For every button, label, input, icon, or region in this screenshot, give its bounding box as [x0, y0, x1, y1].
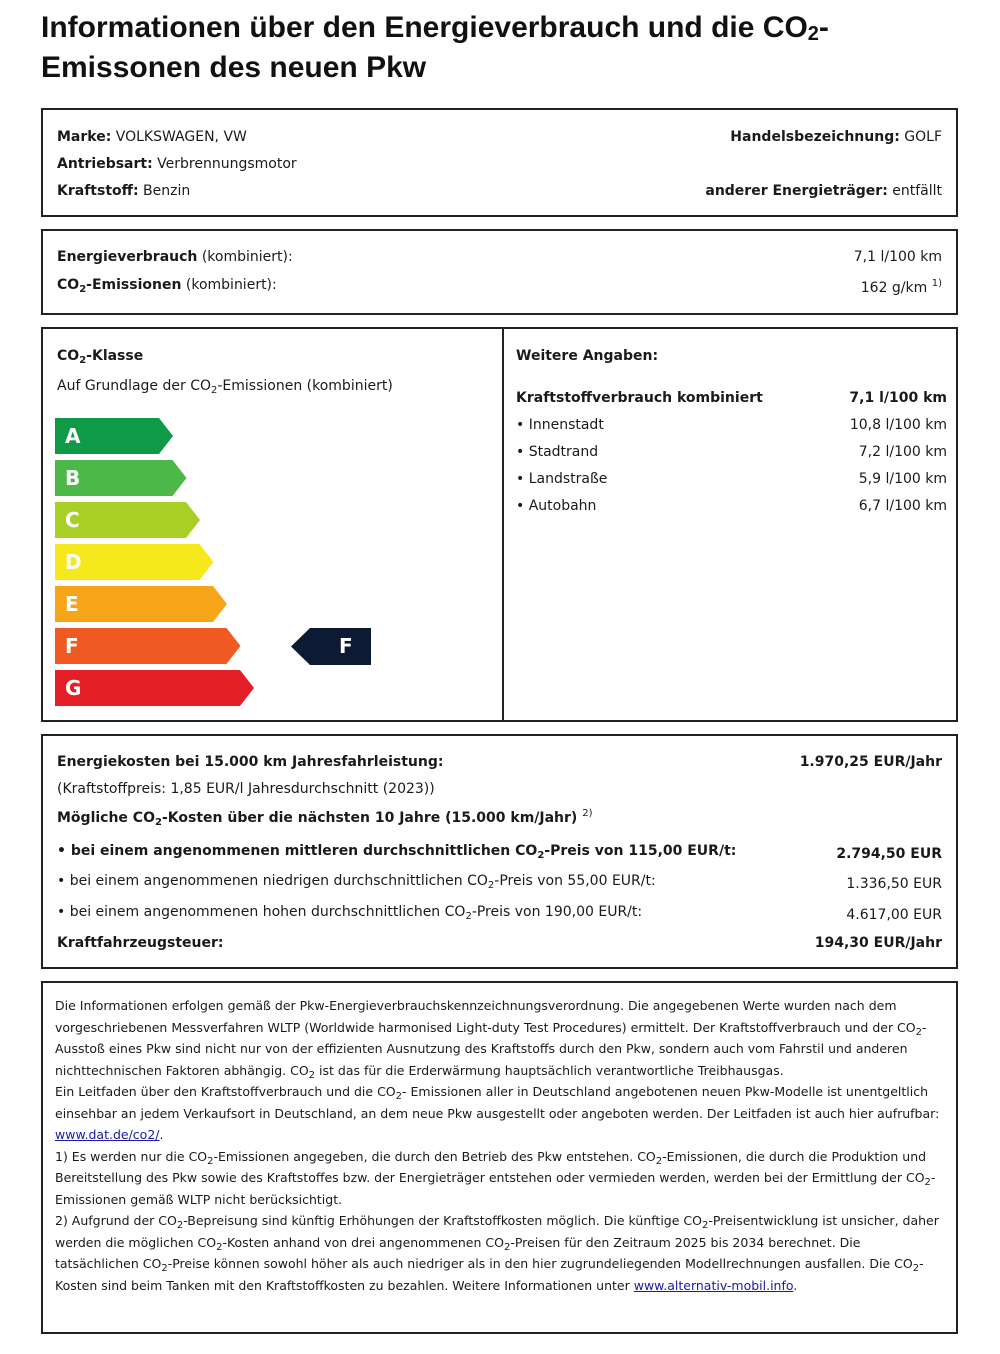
co2-class-bar-a — [55, 418, 173, 454]
co2-cost-high-row: • bei einem angenommenen hohen durchschnittlichen $CO_2$-Preis von 190,00 EUR/t: 4.617,00 EUR — [57, 904, 942, 923]
class-arrow-shape — [55, 670, 254, 706]
co2-costs-heading: Mögliche $CO_2$-Kosten über die nächsten 10 Jahre (15.000 km/Jahr) $^{2)}$ — [57, 808, 593, 828]
legal-notes — [55, 995, 946, 1296]
drive-row: Antriebsart: Verbrennungsmotor — [57, 156, 297, 172]
co2-class-box — [41, 327, 958, 722]
indicator-arrow-icon — [291, 628, 371, 665]
other-energy: anderer Energieträger: entfällt — [705, 183, 942, 199]
energy-consumption-row: Energieverbrauch (kombiniert): 7,1 l/100 km — [57, 249, 942, 265]
fuel-price-note: (Kraftstoffpreis: 1,85 EUR/l Jahresdurchschnitt (2023)) — [57, 781, 435, 797]
consumption-box — [41, 229, 958, 315]
combined-consumption-row: Kraftstoffverbrauch kombiniert 7,1 l/100 km — [516, 390, 947, 406]
page-title: Informationen über den Energieverbrauch und die $CO_2-$ Emissonen des neuen Pkw — [41, 11, 829, 84]
current-class-indicator — [291, 628, 371, 665]
co2-class-heading: $CO_2$-Klasse — [57, 348, 144, 366]
note-paragraph: Ein Leitfaden über den Kraftstoffverbrauch und die $CO_2-$ Emissionen aller in Deutschland angebotenen neuen Pkw-Modelle ist unentgeltlich einsehbar an jedem Verkaufsort in Deutschland, an dem neue Pkw ausgestellt oder angeboten werden. Der Leitfaden ist auch hier aufrufbar: www.dat.de/co2/. — [55, 1084, 940, 1142]
class-arrow-shape — [55, 628, 241, 664]
class-letter: A — [65, 424, 81, 448]
co2-class-bar-f — [55, 628, 241, 664]
costs-box — [41, 734, 958, 969]
co2-cost-mid-row: • bei einem angenommenen mittleren durchschnittlichen $CO_2$-Preis von 115,00 EUR/t: 2.794,50 EUR — [57, 843, 942, 862]
vehicle-tax-value: 194,30 EUR/Jahr — [814, 935, 942, 951]
details-item: • Autobahn 6,7 l/100 km — [516, 498, 947, 514]
details-item: • Stadtrand 7,2 l/100 km — [516, 444, 947, 460]
co2-class-bar-d — [55, 544, 214, 580]
co2-cost-high-value: 4.617,00 EUR — [846, 907, 942, 923]
class-letter: D — [65, 550, 82, 574]
details-item: • Landstraße 5,9 l/100 km — [516, 471, 947, 487]
energy-costs-value: 1.970,25 EUR/Jahr — [799, 754, 942, 770]
class-letter: E — [65, 592, 79, 616]
class-letter: C — [65, 508, 80, 532]
co2-class-basis: Auf Grundlage der $CO_2$-Emissionen (kombiniert) — [57, 378, 393, 396]
co2-class-bar-c — [55, 502, 200, 538]
co2-cost-low-value: 1.336,50 EUR — [846, 876, 942, 892]
co2-emissions-value: 162 g/km $^{1)}$ — [860, 278, 942, 296]
vehicle-info-box — [41, 108, 958, 217]
energy-consumption-value: 7,1 l/100 km — [853, 249, 942, 265]
co2-class-bar-b — [55, 460, 187, 496]
energy-costs-row: Energiekosten bei 15.000 km Jahresfahrleistung: 1.970,25 EUR/Jahr — [57, 754, 942, 770]
brand-row: Marke: VOLKSWAGEN, VW Handelsbezeichnung: GOLF — [57, 129, 942, 145]
co2-cost-low-row: • bei einem angenommenen niedrigen durchschnittlichen $CO_2$-Preis von 55,00 EUR/t: 1.336,50 EUR — [57, 873, 942, 892]
co2-cost-mid-value: 2.794,50 EUR — [836, 846, 942, 862]
co2-emissions-row: $CO_2$-Emissionen (kombiniert): 162 g/km $^{1)}$ — [57, 277, 942, 296]
vehicle-tax-row: Kraftfahrzeugsteuer: 194,30 EUR/Jahr — [57, 935, 942, 951]
details-item: • Innenstadt 10,8 l/100 km — [516, 417, 947, 433]
class-letter: B — [65, 466, 81, 490]
class-arrow-shape — [55, 586, 227, 622]
class-letter: F — [65, 634, 79, 658]
footnote-1: 1) Es werden nur die $CO_2$-Emissionen angegeben, die durch den Betrieb des Pkw entstehen. $CO_2$-Emissionen, die durch die Produktion und Bereitstellung des Pkw sowie des Kraftstoffes bzw. der Energieträger entstehen oder vermieden werden, werden bei der Ermittlung der $CO_2$-Emissionen gemäß WLTP nicht berücksichtigt. — [55, 1148, 936, 1207]
co2-class-bar-g — [55, 670, 254, 706]
combined-consumption-value: 7,1 l/100 km — [849, 390, 947, 406]
co2-class-bar-e — [55, 586, 227, 622]
notes-box — [41, 981, 958, 1334]
current-class-letter: F — [339, 634, 353, 658]
footnote-2: 2) Aufgrund der $CO_2$-Bepreisung sind künftig Erhöhungen der Kraftstoffkosten möglich. Die künftige $CO_2$-Preisentwicklung ist unsicher, daher werden die möglichen $CO_2$-Kosten anhand von drei angenommenen $CO_2$-Preisen für den Zeitraum 2025 bis 2034 berechnet. Die tatsächlichen $CO_2$-Preise können sowohl höher als auch niedriger als in den hier zugrundeliegenden Modellrechnungen ausfallen. Die $CO_2$-Kosten sind beim Tanken mit den Kraftstoffkosten zu bezahlen. Weitere Informationen unter www.alternativ-mobil.info. — [55, 1213, 939, 1293]
note-paragraph: Die Informationen erfolgen gemäß der Pkw-Energieverbrauchskennzeichnungsverordnung. Die angegebenen Werte wurden nach dem vorgeschriebenen Messverfahren WLTP (Worldwide harmonised Light-duty Test Procedures) ermittelt. Der Kraftstoffverbrauch und der $CO_2$-Ausstoß eines Pkw sind nicht nur von der effizienten Ausnutzung des Kraftstoffs durch den Pkw, sondern auch vom Fahrstil und anderen nichttechnischen Faktoren abhängig. $CO_2$ ist das für die Erderwärmung hauptsächlich verantwortliche Treibhausgas. — [55, 998, 927, 1081]
column-divider — [502, 329, 504, 720]
fuel-row: Kraftstoff: Benzin anderer Energieträger: entfällt — [57, 183, 942, 199]
class-letter: G — [65, 676, 82, 700]
trade-name: Handelsbezeichnung: GOLF — [730, 129, 942, 145]
details-heading: Weitere Angaben: — [516, 348, 659, 364]
alternativ-mobil-link[interactable]: www.alternativ-mobil.info — [633, 1277, 794, 1293]
dat-link[interactable]: www.dat.de/co2/ — [55, 1127, 160, 1142]
